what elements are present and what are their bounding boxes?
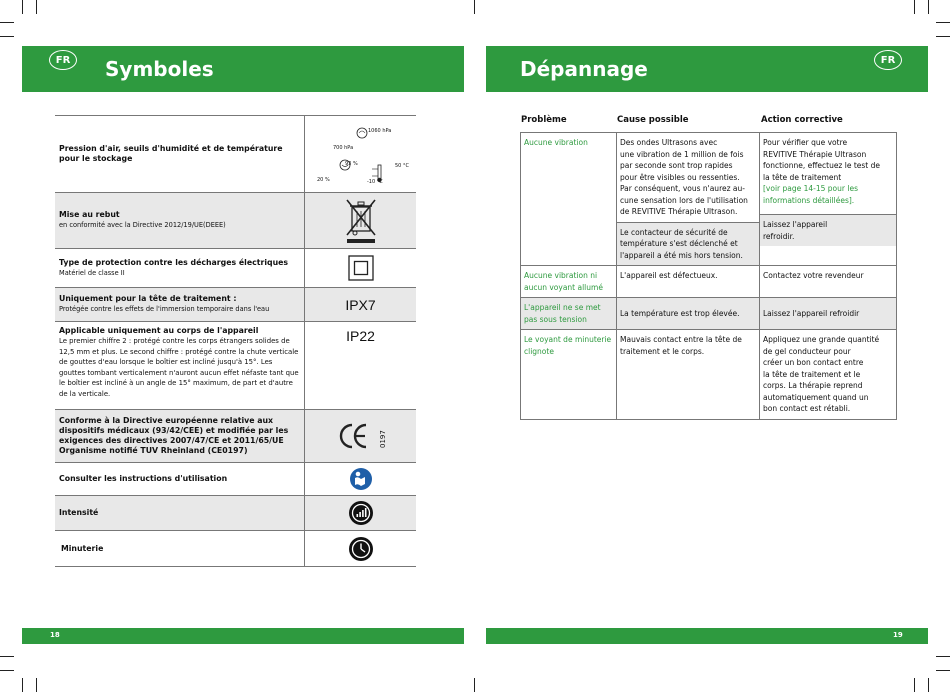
column-header-action: Action corrective [761,115,843,125]
action-cell: Laissez l'appareil refroidir [763,308,860,318]
symbol-description [55,531,305,566]
symbol-description [55,249,305,287]
table-row [55,322,416,410]
cause-text: Des ondes Ultrasons avec une vibration de 1 million de fois par seconde sont trop rapides pour être visibles ou ressenties. Par conséquent, vous n'aurez au- cune sensation lors de l'utilisation de REVITIVE Thérapie Ultrason. [620,138,748,216]
ipx7-label: IPX7 [345,296,376,313]
crop-mark [936,656,950,657]
problem-cell: Le voyant de minuterie clignote [521,330,617,419]
symbol-description [55,410,305,462]
action-text: Pour vérifier que votre REVITIVE Thérapie Ultrason fonctionne, effectuez le test de la tête de traitement [763,138,881,182]
row-title: Consulter les instructions d'utilisation [59,474,228,483]
cause-cell [617,133,760,265]
crop-mark [936,36,950,37]
temperature-low-label: -10 °C [367,179,383,185]
problem-cell: Aucune vibration [521,133,617,265]
row-title: Mise au rebut [59,210,120,220]
table-row [521,298,896,330]
symbol-description [55,322,305,409]
row-title: Pression d'air, seuils d'humidité et de température pour le stockage [59,144,283,163]
table-row [55,531,416,567]
table-row [55,249,416,288]
symbol-description [55,463,305,495]
crop-mark [928,678,929,692]
table-row [55,288,416,322]
crop-mark [36,678,37,692]
crop-mark [914,678,915,692]
right-footer-bar [486,628,928,644]
problem-cell: L'appareil ne se met pas sous tension [521,298,617,329]
problem-cell: Aucune vibration ni aucun voyant allumé [521,266,617,297]
notified-body-number: 0197 [379,430,387,448]
crop-mark [0,36,14,37]
crop-mark [22,0,23,14]
symbol-description [55,116,305,192]
left-header-bar [22,46,464,92]
crop-mark [928,0,929,14]
row-title: Minuterie [61,543,104,553]
page-reference-link: [voir page 14-15 pour les informations détaillées]. [763,184,858,205]
pressure-high-label: 1060 hPa [368,128,392,134]
crop-mark [474,678,475,692]
action-cell: Appliquez une grande quantité de gel conducteur pour créer un bon contact entre la tête de traitement et le corps. La thérapie reprend automatiquement quand un bon contact est rétabli. [763,335,880,413]
symbol-description [55,193,305,248]
crop-mark [0,670,14,671]
page-number: 18 [50,631,60,639]
symbols-table [55,115,416,567]
crop-mark [0,22,14,23]
crop-mark [936,22,950,23]
troubleshooting-table [520,132,897,420]
language-badge: FR [49,50,77,70]
table-row [55,193,416,249]
table-row [55,496,416,531]
humidity-low-label: 20 % [317,177,330,183]
row-title: Type de protection contre les décharges électriques [59,257,289,267]
row-title: Intensité [59,508,99,517]
crop-mark [22,678,23,692]
row-description: Le premier chiffre 2 : protégé contre les corps étrangers solides de 12,5 mm et plus. Le second chiffre : protégé contre la chute verticale de gouttes d'eau lorsque le boîtier est incliné jusqu'à 15°. Les gouttes tombant verticalement n'auront aucun effet néfaste tant que le boîtier est incliné à un angle de 15° maximum, de part et d'autre de la verticale. [59,337,299,398]
row-title: Applicable uniquement au corps de l'appareil [59,326,259,335]
left-footer-bar [22,628,464,644]
crop-mark [936,670,950,671]
row-description: Protégée contre les effets de l'immersion temporaire dans l'eau [59,305,270,314]
row-description: Matériel de classe II [59,268,125,277]
crop-mark [0,656,14,657]
action-text: Laissez l'appareil refroidir. [760,214,896,246]
read-instructions-icon [305,463,416,495]
ip22-label: IP22 [346,328,375,344]
language-badge: FR [874,50,902,70]
table-row [55,463,416,496]
action-cell [760,133,896,265]
column-header-problem: Problème [521,115,567,125]
temperature-high-label: 50 °C [395,163,409,169]
table-row [521,330,896,420]
crop-mark [914,0,915,14]
storage-conditions-icon [305,116,416,192]
column-header-cause: Cause possible [617,115,689,125]
ce-mark-icon [305,410,416,462]
ipx7-rating [305,288,416,321]
row-title: Uniquement pour la tête de traitement : [59,294,237,304]
table-row [55,410,416,463]
page-title: Dépannage [520,57,648,81]
row-description: en conformité avec la Directive 2012/19/UE(DEEE) [59,221,226,230]
weee-bin-icon [305,193,416,248]
humidity-high-label: 93 % [345,161,358,167]
action-cell: Contactez votre revendeur [763,271,864,280]
table-row [55,116,416,193]
crop-mark [474,0,475,14]
intensity-icon [305,496,416,530]
page-title: Symboles [105,57,214,81]
symbol-description [55,496,305,530]
cause-cell: Mauvais contact entre la tête de traitement et le corps. [617,330,760,419]
ip22-rating [305,322,416,409]
pressure-low-label: 700 hPa [333,145,354,151]
crop-mark [36,0,37,14]
row-title: Conforme à la Directive européenne relative aux dispositifs médicaux (93/42/CEE) et modifiée par les exigences des directives 2007/47/CE et 2011/65/UE Organisme notifié TUV Rheinland (CE0197) [59,416,289,455]
page-number: 19 [893,631,903,639]
symbol-description [55,288,305,321]
cause-cell: La température est trop élevée. [617,298,760,329]
table-row [521,133,896,266]
table-row [521,266,896,298]
class-ii-icon [305,249,416,287]
timer-icon [305,531,416,566]
cause-text: Le contacteur de sécurité de température s'est déclenché et l'appareil a été mis hors tension. [617,222,759,266]
cause-cell: L'appareil est défectueux. [617,266,760,297]
